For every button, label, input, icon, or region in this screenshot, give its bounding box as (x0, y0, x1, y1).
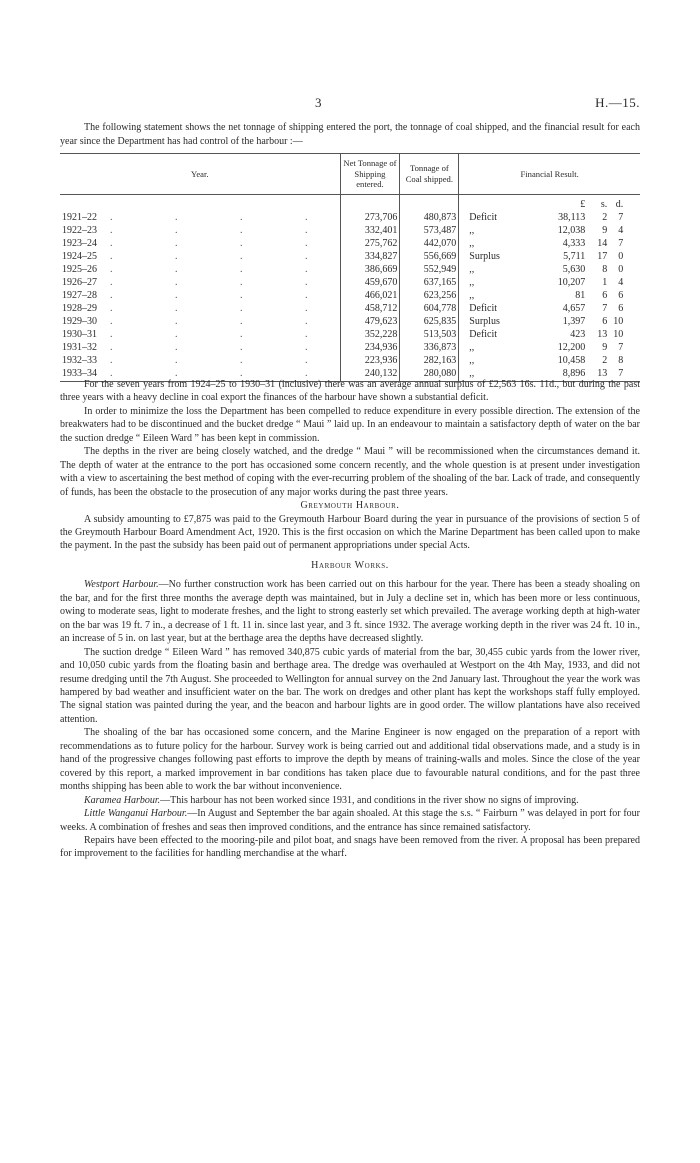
pounds-unit: £ (580, 198, 586, 210)
coal-tonnage-cell: 604,778 (400, 302, 459, 315)
pence-value: 7 (618, 367, 624, 379)
pence-value: 6 (618, 289, 624, 301)
year-cell: 1921–22 (62, 211, 97, 223)
table-row (60, 341, 640, 354)
pence-value: 10 (613, 328, 624, 340)
net-tonnage-cell: 223,936 (340, 354, 400, 367)
pounds-value: 81 (575, 289, 586, 301)
net-tonnage-cell: 479,623 (340, 315, 400, 328)
dot-leader: . . . . (110, 315, 338, 327)
shillings-value: 14 (597, 237, 608, 249)
year-cell: 1926–27 (62, 276, 97, 288)
shillings-value: 6 (602, 289, 608, 301)
year-cell: 1928–29 (62, 302, 97, 314)
coal-tonnage-cell: 625,835 (400, 315, 459, 328)
paragraph-surplus-summary: For the seven years from 1924–25 to 1930–31 (inclusive) there was an average annual surplus of £2,563 16s. 11d., but during the past three years with a heavy decline in coal export the finances of the harbour have shown a substantial deficit. (60, 379, 640, 404)
financial-status: ,, (469, 224, 475, 236)
financial-status: Surplus (469, 315, 500, 327)
table-row (60, 276, 640, 289)
coal-tonnage-cell: 282,163 (400, 354, 459, 367)
units-row (60, 194, 640, 211)
net-tonnage-cell: 459,670 (340, 276, 400, 289)
financial-status: Deficit (469, 302, 498, 314)
pence-value: 0 (618, 263, 624, 275)
intro-paragraph: The following statement shows the net tonnage of shipping entered the port, the tonnage of coal shipped, and the financial result for each year since the Department has had control of the harbour :— (60, 122, 640, 147)
pounds-value: 4,657 (562, 302, 586, 314)
coal-tonnage-cell: 573,487 (400, 224, 459, 237)
net-tonnage-cell: 352,228 (340, 328, 400, 341)
year-cell: 1925–26 (62, 263, 97, 275)
financial-status: Surplus (469, 250, 500, 262)
pounds-value: 12,200 (557, 341, 586, 353)
paragraph-bar-shoaling: The shoaling of the bar has occasioned some concern, and the Marine Engineer is now engaged on the preparation of a report with recommendations as to future policy for the harbour. Survey work is being carried out and additional tidal observations made, and a study is in hand of the progressive changes following past efforts to improve the depth by means of training-walls and moles. Since the close of the year covered by this report, a marked improvement in bar conditions has taken place due to favourable natural conditions, and for the past three months shipping has been able to work the bar without inconvenience. (60, 727, 640, 793)
table-row (60, 354, 640, 367)
table-row (60, 250, 640, 263)
year-cell: 1933–34 (62, 367, 97, 379)
coal-tonnage-cell: 442,070 (400, 237, 459, 250)
pence-value: 7 (618, 341, 624, 353)
pence-value: 0 (618, 250, 624, 262)
year-cell: 1930–31 (62, 328, 97, 340)
paragraph-expenditure: In order to minimize the loss the Department has been compelled to reduce expenditure in every possible direction. The extension of the breakwaters had to be discontinued and the bucket dredge “ Maui ” laid up. In an endeavour to maintain a satisfactory depth of water on the bar the suction dredge “ Eileen Ward ” has been kept in commission. (60, 405, 640, 444)
year-cell: 1931–32 (62, 341, 97, 353)
table-row (60, 211, 640, 224)
coal-tonnage-cell: 637,165 (400, 276, 459, 289)
pounds-value: 5,711 (563, 250, 586, 262)
pounds-value: 423 (570, 328, 586, 340)
financial-status: ,, (469, 367, 475, 379)
net-tonnage-cell: 273,706 (340, 211, 400, 224)
pence-value: 7 (618, 211, 624, 223)
pounds-value: 1,397 (562, 315, 586, 327)
net-tonnage-column-header: Net Tonnage of Shipping entered. (340, 154, 400, 195)
net-tonnage-cell: 240,132 (340, 367, 400, 382)
coal-tonnage-cell: 556,669 (400, 250, 459, 263)
coal-tonnage-cell: 623,256 (400, 289, 459, 302)
paragraph-westport: Westport Harbour.—No further construction work has been carried out on this harbour for the year. There has been a steady shoaling on the bar, and for the first three months the average depth was maintained, but in July a decline set in, which has been more or less continuous, owing to moderate seas, light to moderate freshes, and the light to strong easterly set which prevailed. The average working depth at high-water on the bar was 19 ft. 7 in., a decrease of 1 ft. 11 in. since last year, and 3 ft. since 1932. The average working depth in the river was 24 ft. 10 in., an increase of 5 in. on last year, but at the berthage area the depths have decreased slightly. (60, 579, 640, 645)
pounds-value: 38,113 (558, 211, 586, 223)
coal-tonnage-column-header: Tonnage of Coal shipped. (400, 154, 459, 195)
pence-value: 10 (613, 315, 624, 327)
pence-value: 4 (618, 224, 624, 236)
financial-status: ,, (469, 354, 475, 366)
paragraph-karamea: Karamea Harbour.—This harbour has not been worked since 1931, and conditions in the river show no signs of improving. (84, 794, 579, 806)
heading-greymouth-harbour: Greymouth Harbour. (300, 500, 400, 512)
shillings-value: 1 (602, 276, 608, 288)
document-reference: H.—15. (595, 95, 640, 110)
year-cell: 1922–23 (62, 224, 97, 236)
shillings-value: 9 (602, 224, 608, 236)
dot-leader: . . . . (110, 276, 338, 288)
net-tonnage-cell: 386,669 (340, 263, 400, 276)
year-cell: 1923–24 (62, 237, 97, 249)
shillings-value: 6 (602, 315, 608, 327)
pence-value: 8 (618, 354, 624, 366)
year-column-header: Year. (60, 154, 340, 195)
shillings-unit: s. (600, 198, 608, 210)
dot-leader: . . . . (110, 289, 338, 301)
table-row (60, 302, 640, 315)
dot-leader: . . . . (110, 354, 338, 366)
coal-tonnage-cell: 552,949 (400, 263, 459, 276)
dot-leader: . . . . (110, 224, 338, 236)
shillings-value: 13 (597, 367, 608, 379)
table-row (60, 315, 640, 328)
dot-leader: . . . . (110, 237, 338, 249)
pence-unit: d. (615, 198, 624, 210)
table-row (60, 224, 640, 237)
financial-status: ,, (469, 263, 475, 275)
dot-leader: . . . . (110, 250, 338, 262)
table-row (60, 237, 640, 250)
net-tonnage-cell: 458,712 (340, 302, 400, 315)
financial-status: Deficit (469, 328, 498, 340)
heading-harbour-works: Harbour Works. (311, 559, 389, 571)
little-wanganui-harbour-title: Little Wanganui Harbour. (84, 808, 188, 820)
financial-result-column-header: Financial Result. (459, 154, 640, 195)
dot-leader: . . . . (110, 263, 338, 275)
coal-tonnage-cell: 513,503 (400, 328, 459, 341)
shillings-value: 17 (597, 250, 608, 262)
table-row (60, 263, 640, 276)
net-tonnage-cell: 234,936 (340, 341, 400, 354)
paragraph-repairs: Repairs have been effected to the mooring-pile and pilot boat, and snags have been removed from the river. A proposal has been prepared for improvement to the facilities for handling merchandise at the wharf. (60, 834, 640, 860)
pence-value: 7 (618, 237, 624, 249)
pence-value: 6 (618, 302, 624, 314)
coal-tonnage-cell: 336,873 (400, 341, 459, 354)
shillings-value: 2 (602, 354, 608, 366)
paragraph-river-depths: The depths in the river are being closely watched, and the dredge “ Maui ” will be recommissioned when the circumstances demand it. The depth of water at the entrance to the port has occasioned some concern recently, and the whole question is at present under investigation with a view to ascertaining the best method of coping with the ever-recurring problem of the shoaling of the bar. Lack of trade, and consequently of funds, has been the obstacle to the prosecution of any major works during the past three years. (60, 446, 640, 498)
pounds-value: 5,630 (562, 263, 586, 275)
shillings-value: 9 (602, 341, 608, 353)
pounds-value: 10,207 (557, 276, 586, 288)
pounds-value: 10,458 (557, 354, 586, 366)
shillings-value: 2 (602, 211, 608, 223)
dot-leader: . . . . (110, 328, 338, 340)
pence-value: 4 (618, 276, 624, 288)
table-header-row (60, 154, 640, 195)
dot-leader: . . . . (110, 211, 338, 223)
table-row (60, 289, 640, 302)
financial-status: ,, (469, 276, 475, 288)
financial-status: ,, (469, 289, 475, 301)
financial-status: ,, (469, 341, 475, 353)
paragraph-suction-dredge: The suction dredge “ Eileen Ward ” has removed 340,875 cubic yards of material from the bar, 30,455 cubic yards from the lower river, and 10,050 cubic yards from the floating basin and berthage area. The dredge was overhauled at Westport on the 4th May, 1933, and did not resume dredging until the 7th August. She proceeded to Wellington for annual survey on the 2nd January last. Throughout the year the work was hampered by bad weather and insufficient water on the bar. The work on dredges and other plant has kept the workshops staff fully employed. The signal station was painted during the year, and the beacon and harbour lights are in good order. The willow plantations have also received attention. (60, 646, 640, 725)
net-tonnage-cell: 332,401 (340, 224, 400, 237)
coal-tonnage-cell: 280,080 (400, 367, 459, 382)
pounds-value: 8,896 (562, 367, 586, 379)
body-text (60, 378, 640, 861)
dot-leader: . . . . (110, 341, 338, 353)
westport-harbour-title: Westport Harbour. (84, 579, 159, 591)
page-header (60, 95, 640, 111)
table-row (60, 328, 640, 341)
coal-tonnage-cell: 480,873 (400, 211, 459, 224)
paragraph-little-wanganui: Little Wanganui Harbour.—In August and September the bar again shoaled. At this stage the s.s. “ Fairburn ” was delayed in port for four weeks. A combination of freshes and seas then improved conditions, and the entrance has since remained satisfactory. (60, 808, 641, 833)
year-cell: 1932–33 (62, 354, 97, 366)
shillings-value: 8 (602, 263, 608, 275)
shillings-value: 7 (602, 302, 608, 314)
financial-status: Deficit (469, 211, 498, 223)
net-tonnage-cell: 275,762 (340, 237, 400, 250)
shipping-statistics-table (60, 153, 640, 382)
net-tonnage-cell: 334,827 (340, 250, 400, 263)
year-cell: 1924–25 (62, 250, 97, 262)
year-cell: 1929–30 (62, 315, 97, 327)
dot-leader: . . . . (110, 302, 338, 314)
page-number: 3 (315, 95, 322, 110)
pounds-value: 4,333 (562, 237, 586, 249)
dot-leader: . . . . (110, 367, 338, 379)
pounds-value: 12,038 (557, 224, 586, 236)
year-cell: 1927–28 (62, 289, 97, 301)
financial-status: ,, (469, 237, 475, 249)
shillings-value: 13 (597, 328, 608, 340)
paragraph-greymouth-subsidy: A subsidy amounting to £7,875 was paid to the Greymouth Harbour Board during the year in pursuance of the provisions of section 5 of the Greymouth Harbour Board Amendment Act, 1920. This is the first occasion on which the Marine Department has been called upon to make the payment. In the past the subsidy has been paid out of permanent appropriations under special Acts. (60, 513, 640, 552)
karamea-harbour-title: Karamea Harbour. (84, 794, 161, 806)
net-tonnage-cell: 466,021 (340, 289, 400, 302)
